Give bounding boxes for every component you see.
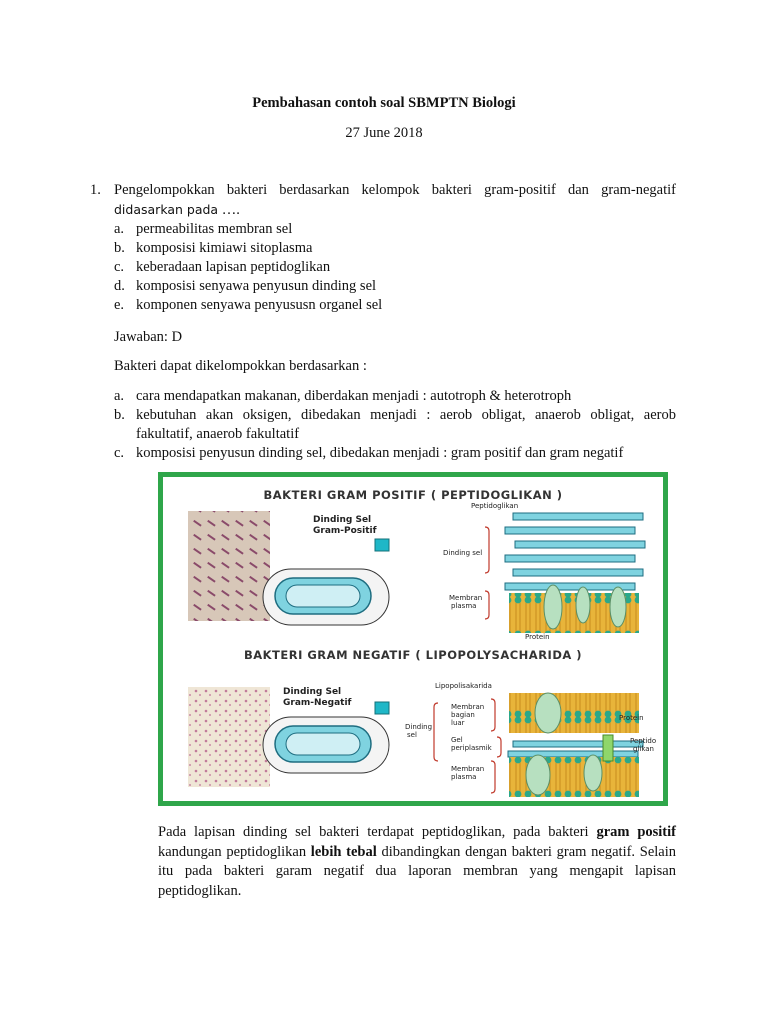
- document-title: Pembahasan contoh soal SBMPTN Biologi: [252, 95, 516, 111]
- answer-options: [114, 220, 676, 315]
- explanation-text-2: kandungan peptidoglikan: [158, 843, 311, 860]
- document-date: 27 June 2018: [345, 125, 423, 141]
- label-peptidoglikan: Peptidoglikan: [471, 502, 519, 510]
- group-a: [114, 387, 676, 406]
- classification-list: [114, 387, 676, 463]
- group-b: [114, 406, 676, 444]
- label-dinding-sel: Dinding sel: [443, 549, 483, 557]
- option-letter: a.: [114, 221, 125, 237]
- answer-line: Jawaban: D: [114, 329, 183, 345]
- explanation-text-1: Pada lapisan dinding sel bakteri terdapat peptidoglikan, pada bakteri: [158, 824, 597, 840]
- gram-negative-cell-label-1: Dinding Sel: [283, 687, 342, 697]
- label-dinding: Dinding: [405, 723, 433, 731]
- question-stem-text: didasarkan pada: [114, 202, 219, 217]
- question-ellipsis: ….: [218, 202, 240, 218]
- label-lipopolisakarida: Lipopolisakarida: [435, 682, 492, 690]
- option-text: komponen senyawa penyususn organel sel: [136, 297, 383, 313]
- label-neg-protein: Protein: [619, 714, 644, 722]
- label-membran-luar-2: bagian: [451, 711, 475, 719]
- option-text: komposisi kimiawi sitoplasma: [136, 240, 313, 256]
- gram-negative-title: BAKTERI GRAM NEGATIF ( LIPOPOLYSACHARIDA ): [243, 648, 583, 662]
- label-periplasmik: periplasmik: [451, 744, 492, 752]
- gram-negative-cell-label-2: Gram-Negatif: [283, 698, 352, 708]
- label-membran-plasma-2: plasma: [451, 773, 477, 781]
- group-c: [114, 444, 676, 463]
- label-protein: Protein: [525, 633, 550, 641]
- question-stem-line-1: Pengelompokkan bakteri berdasarkan kelompok bakteri gram-positif dan gram-negatif: [114, 182, 676, 198]
- gram-negative-wall-diagram: [508, 693, 643, 797]
- group-text: kebutuhan akan oksigen, dibedakan menjadi : aerob obligat, anaerob obligat, aerob fakultatif, anaerob fakultatif: [136, 407, 676, 442]
- question-1: [90, 181, 676, 315]
- option-text: keberadaan lapisan peptidoglikan: [136, 259, 331, 275]
- option-a: [114, 220, 676, 239]
- group-letter: a.: [114, 388, 125, 404]
- group-text: komposisi penyusun dinding sel, dibedakan menjadi : gram positif dan gram negatif: [136, 445, 624, 461]
- gram-positive-title: BAKTERI GRAM POSITIF ( PEPTIDOGLIKAN ): [263, 488, 563, 502]
- option-text: komposisi senyawa penyusun dinding sel: [136, 278, 377, 294]
- label-membran-luar-3: luar: [451, 719, 465, 727]
- option-letter: c.: [114, 259, 125, 275]
- group-letter: b.: [114, 407, 125, 423]
- group-letter: c.: [114, 445, 125, 461]
- intro-line: Bakteri dapat dikelompokkan berdasarkan :: [114, 358, 367, 374]
- gram-positive-micrograph: [188, 511, 270, 621]
- question-number: 1.: [90, 182, 101, 198]
- explanation-bold-2: lebih tebal: [310, 843, 377, 860]
- label-plasma: plasma: [451, 602, 477, 610]
- option-e: [114, 296, 676, 315]
- option-b: [114, 239, 676, 258]
- bacteria-figure: [158, 472, 668, 806]
- gram-positive-wall-diagram: [505, 513, 645, 633]
- gram-positive-cell-icon: [263, 539, 389, 625]
- label-peptido: Peptido: [630, 737, 657, 745]
- option-c: [114, 258, 676, 277]
- option-letter: b.: [114, 240, 125, 256]
- gram-negative-micrograph: [188, 687, 270, 787]
- label-membran-plasma-1: Membran: [451, 765, 485, 773]
- explanation-bold-1: gram positif: [596, 824, 676, 840]
- label-membran: Membran: [449, 594, 483, 602]
- label-sel: sel: [407, 731, 417, 739]
- option-letter: e.: [114, 297, 125, 313]
- question-stem-line-2: [114, 200, 676, 220]
- gram-negative-cell-icon: [263, 702, 389, 773]
- label-membran-luar-1: Membran: [451, 703, 485, 711]
- group-text: cara mendapatkan makanan, diberdakan menjadi : autotroph & heterotroph: [136, 388, 572, 404]
- label-gel: Gel: [451, 736, 463, 744]
- option-letter: d.: [114, 278, 125, 294]
- option-d: [114, 277, 676, 296]
- gram-positive-cell-label-1: Dinding Sel: [313, 515, 372, 525]
- option-text: permeabilitas membran sel: [136, 221, 293, 237]
- explanation-text-3: dibandingkan dengan bakteri gram negatif. Selain itu pada bakteri garam negatif dua laporan membran yang mengapit lapisan peptidoglikan.: [158, 843, 677, 899]
- gram-positive-cell-label-2: Gram-Positif: [313, 526, 377, 536]
- bacteria-figure-svg: [163, 477, 663, 801]
- label-glikan: glikan: [633, 745, 654, 753]
- explanation-paragraph: [158, 823, 676, 901]
